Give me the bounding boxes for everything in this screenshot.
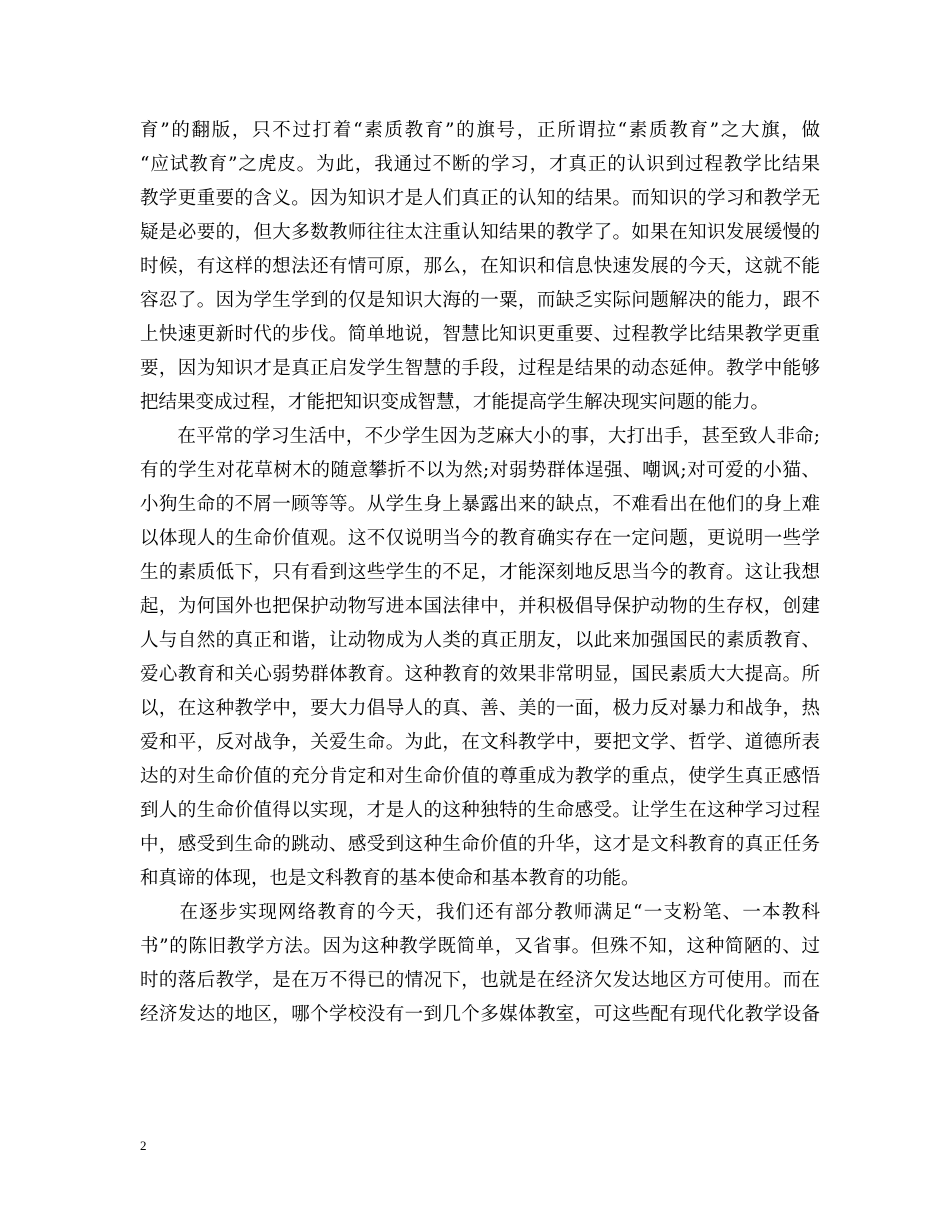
text-line: 以体现人的生命价值观。这不仅说明当今的教育确实存在一定问题，更说明一些学 (140, 528, 820, 549)
text-line: 把结果变成过程，才能把知识变成智慧，才能提高学生解决现实问题的能力。 (140, 392, 770, 413)
text-line: 有的学生对花草树木的随意攀折不以为然;对弱势群体逞强、嘲讽;对可爱的小猫、 (140, 460, 820, 481)
text-line: 达的对生命价值的充分肯定和对生命价值的尊重成为教学的重点，使学生真正感悟 (140, 766, 820, 787)
page-number: 2 (140, 1138, 147, 1153)
text-line: 爱和平，反对战争，关爱生命。为此，在文科教学中，要把文学、哲学、道德所表 (140, 732, 820, 753)
text-line: 疑是必要的，但大多数教师往往太注重认知结果的教学了。如果在知识发展缓慢的 (140, 222, 820, 243)
text-line: 人与自然的真正和谐，让动物成为人类的真正朋友，以此来加强国民的素质教育、 (140, 630, 820, 651)
text-line: 在平常的学习生活中，不少学生因为芝麻大小的事，大打出手，甚至致人非命; (140, 426, 820, 447)
text-line: 时候，有这样的想法还有情可原，那么，在知识和信息快速发展的今天，这就不能 (140, 256, 820, 277)
text-line: 生的素质低下，只有看到这些学生的不足，才能深刻地反思当今的教育。这让我想 (140, 562, 820, 583)
body-text (140, 114, 820, 1032)
text-line: 容忍了。因为学生学到的仅是知识大海的一粟，而缺乏实际问题解决的能力，跟不 (140, 290, 820, 311)
text-line: 教学更重要的含义。因为知识才是人们真正的认知的结果。而知识的学习和教学无 (140, 188, 820, 209)
text-line: 书”的陈旧教学方法。因为这种教学既简单，又省事。但殊不知，这种简陋的、过 (140, 936, 820, 957)
text-line: 小狗生命的不屑一顾等等。从学生身上暴露出来的缺点，不难看出在他们的身上难 (140, 494, 820, 515)
text-line: 以，在这种教学中，要大力倡导人的真、善、美的一面，极力反对暴力和战争，热 (140, 698, 820, 719)
text-line: 和真谛的体现，也是文科教育的基本使命和基本教育的功能。 (140, 868, 640, 889)
text-line: “应试教育”之虎皮。为此，我通过不断的学习，才真正的认识到过程教学比结果 (140, 154, 820, 175)
text-line: 起，为何国外也把保护动物写进本国法律中，并积极倡导保护动物的生存权，创建 (140, 596, 820, 617)
text-line: 时的落后教学，是在万不得已的情况下，也就是在经济欠发达地区方可使用。而在 (140, 970, 820, 991)
text-line: 育”的翻版，只不过打着“素质教育”的旗号，正所谓拉“素质教育”之大旗，做 (140, 120, 820, 141)
text-line: 到人的生命价值得以实现，才是人的这种独特的生命感受。让学生在这种学习过程 (140, 800, 820, 821)
text-line: 爱心教育和关心弱势群体教育。这种教育的效果非常明显，国民素质大大提高。所 (140, 664, 820, 685)
text-line: 经济发达的地区，哪个学校没有一到几个多媒体教室，可这些配有现代化教学设备 (140, 1004, 820, 1025)
text-line: 在逐步实现网络教育的今天，我们还有部分教师满足“一支粉笔、一本教科 (140, 902, 820, 923)
text-line: 要，因为知识才是真正启发学生智慧的手段，过程是结果的动态延伸。教学中能够 (140, 358, 820, 379)
text-line: 上快速更新时代的步伐。简单地说，智慧比知识更重要、过程教学比结果教学更重 (140, 324, 820, 345)
text-line: 中，感受到生命的跳动、感受到这种生命价值的升华，这才是文科教育的真正任务 (140, 834, 820, 855)
